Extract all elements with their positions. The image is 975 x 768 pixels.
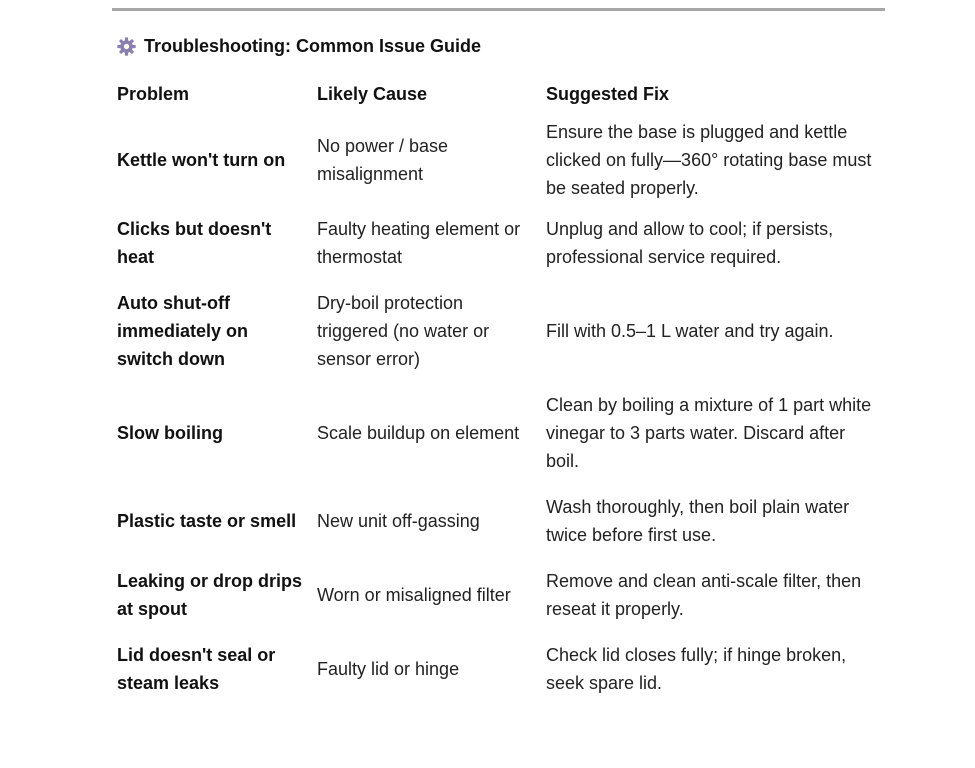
header-likely-cause: Likely Cause: [317, 84, 428, 104]
problem-cell: Plastic taste or smell: [117, 511, 297, 531]
fix-cell: Ensure the base is plugged and kettle clicked on fully—360° rotating base must be seated properly.: [546, 122, 872, 198]
cause-cell: Faulty heating element or thermostat: [317, 219, 521, 267]
fix-cell: Unplug and allow to cool; if persists, professional service required.: [546, 219, 834, 267]
fix-cell: Wash thoroughly, then boil plain water twice before first use.: [546, 497, 850, 545]
header-suggested-fix: Suggested Fix: [546, 84, 670, 104]
cause-cell: No power / base misalignment: [317, 136, 449, 184]
table-row: [111, 558, 881, 632]
table-row: [111, 280, 881, 382]
section-title: Troubleshooting: Common Issue Guide: [144, 36, 482, 56]
table-row: [111, 382, 881, 484]
cause-cell: Scale buildup on element: [317, 423, 520, 443]
cause-cell: Faulty lid or hinge: [317, 659, 460, 679]
cause-cell: New unit off-gassing: [317, 511, 480, 531]
header-problem: Problem: [117, 84, 190, 104]
problem-cell: Slow boiling: [117, 423, 223, 443]
table-row: [111, 206, 881, 280]
problem-cell: Kettle won't turn on: [117, 150, 286, 170]
problem-cell: Lid doesn't seal or steam leaks: [117, 645, 276, 693]
table-row: [111, 632, 881, 706]
problem-cell: Auto shut-off immediately on switch down: [117, 293, 249, 369]
cause-cell: Worn or misaligned filter: [317, 585, 511, 605]
section-heading: [116, 36, 481, 57]
cause-cell: Dry-boil protection triggered (no water or sensor error): [317, 293, 490, 369]
table-row: [111, 484, 881, 558]
problem-cell: Leaking or drop drips at spout: [117, 571, 303, 619]
table-header-row: [111, 74, 881, 114]
fix-cell: Clean by boiling a mixture of 1 part white vinegar to 3 parts water. Discard after boil.: [546, 395, 872, 471]
problem-cell: Clicks but doesn't heat: [117, 219, 272, 267]
fix-cell: Remove and clean anti-scale filter, then reseat it properly.: [546, 571, 862, 619]
troubleshooting-table: [111, 74, 881, 706]
fix-cell: Fill with 0.5–1 L water and try again.: [546, 321, 834, 341]
fix-cell: Check lid closes fully; if hinge broken, seek spare lid.: [546, 645, 847, 693]
gear-icon: [116, 36, 137, 57]
table-row: [111, 114, 881, 206]
top-divider: [112, 8, 885, 11]
